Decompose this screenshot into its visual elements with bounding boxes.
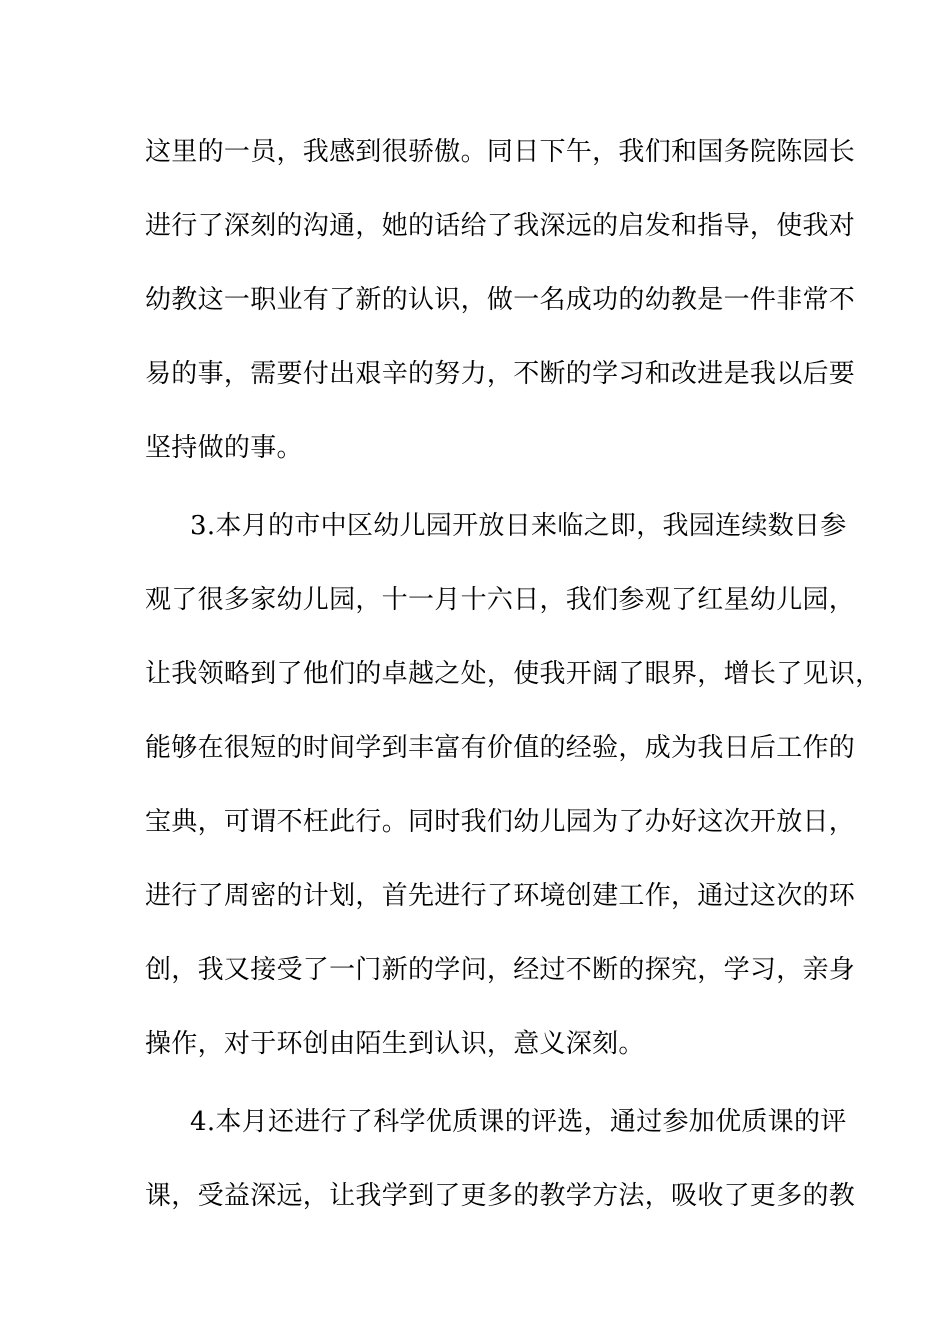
text-line: 能够在很短的时间学到丰富有价值的经验，成为我日后工作的 — [145, 733, 856, 763]
text-line: 让我领略到了他们的卓越之处，使我开阔了眼界，增长了见识， — [145, 659, 882, 689]
text-line: 易的事，需要付出艰辛的努力，不断的学习和改进是我以后要 — [145, 359, 856, 389]
paragraph-3-first-line: 3.本月的市中区幼儿园开放日来临之即，我园连续数日参 — [190, 511, 847, 541]
text-line: 创，我又接受了一门新的学问，经过不断的探究，学习，亲身 — [145, 955, 856, 985]
text-line: 进行了深刻的沟通，她的话给了我深远的启发和指导，使我对 — [145, 211, 856, 241]
text-line: 操作，对于环创由陌生到认识，意义深刻。 — [145, 1029, 645, 1059]
paragraph-4-first-line: 4.本月还进行了科学优质课的评选，通过参加优质课的评 — [190, 1107, 847, 1137]
text-line: 课，受益深远，让我学到了更多的教学方法，吸收了更多的教 — [145, 1181, 856, 1211]
text-line: 观了很多家幼儿园，十一月十六日，我们参观了红星幼儿园， — [145, 585, 856, 615]
text-line: 幼教这一职业有了新的认识，做一名成功的幼教是一件非常不 — [145, 285, 856, 315]
text-line: 宝典，可谓不枉此行。同时我们幼儿园为了办好这次开放日， — [145, 807, 856, 837]
text-line: 进行了周密的计划，首先进行了环境创建工作，通过这次的环 — [145, 881, 856, 911]
text-line: 这里的一员，我感到很骄傲。同日下午，我们和国务院陈园长 — [145, 137, 856, 167]
text-line: 坚持做的事。 — [145, 433, 303, 463]
